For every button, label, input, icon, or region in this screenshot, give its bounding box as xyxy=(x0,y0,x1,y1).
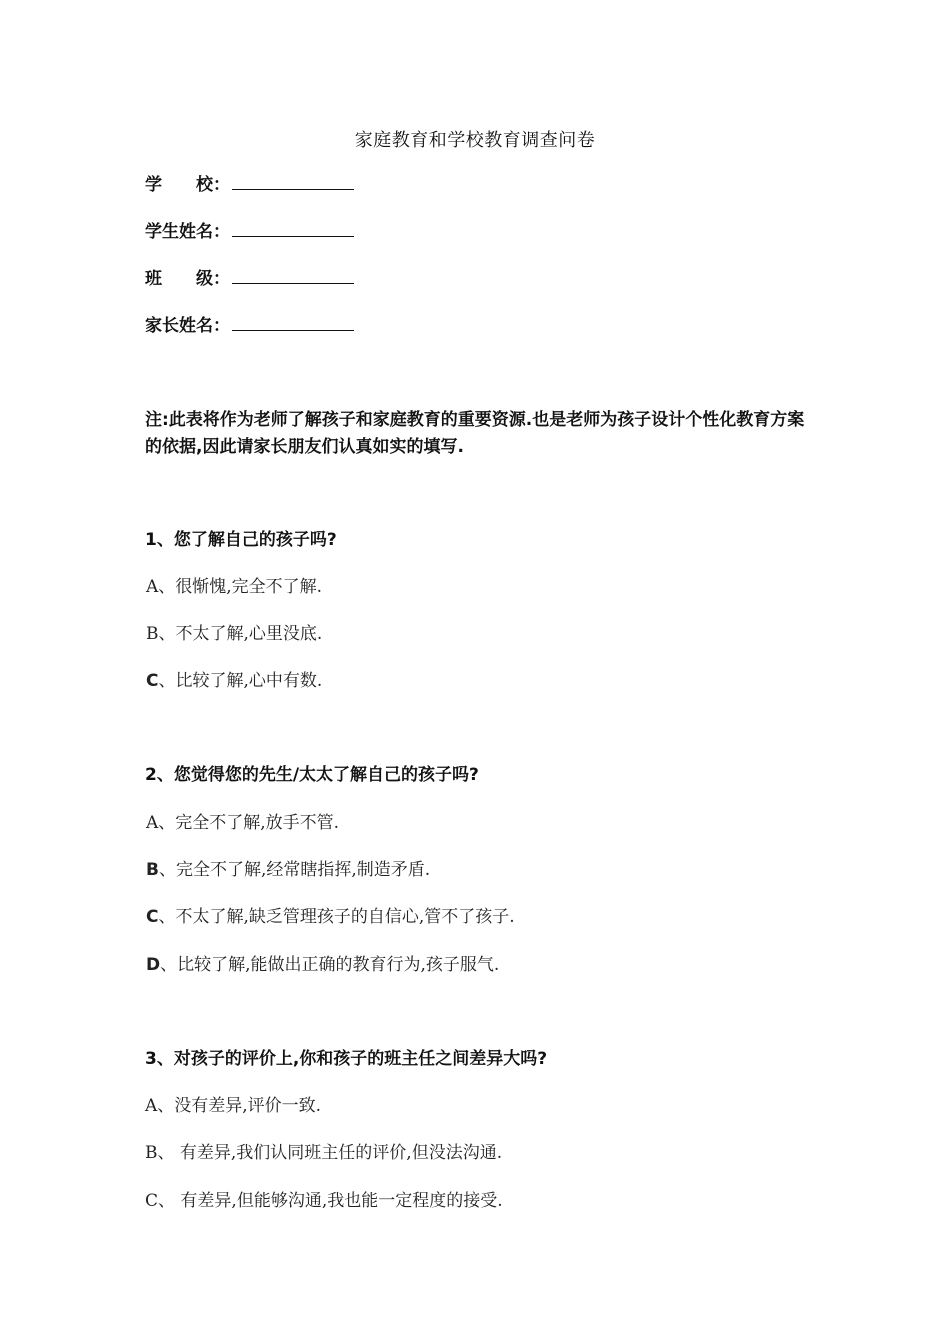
option-text: 不太了解,心里没底. xyxy=(175,624,323,644)
option-separator: 、 xyxy=(158,907,176,927)
option-letter: B xyxy=(146,860,159,880)
option-text: 比较了解,能做出正确的教育行为,孩子服气. xyxy=(177,955,500,975)
option-text: 完全不了解,经常瞎指挥,制造矛盾. xyxy=(175,860,431,880)
option-separator: 、 xyxy=(158,577,176,597)
question-2: 2、您觉得您的先生/太太了解自己的孩子吗? xyxy=(145,765,479,785)
class-field xyxy=(145,267,354,291)
parent-name-field xyxy=(145,314,354,338)
option-text: 完全不了解,放手不管. xyxy=(175,813,340,833)
question-3-option-a[interactable] xyxy=(145,1094,321,1118)
option-letter: A xyxy=(146,577,159,597)
student-name-field xyxy=(145,220,354,244)
option-letter: A xyxy=(145,1096,158,1116)
option-separator: 、 xyxy=(158,624,176,644)
field-label: 班 级： xyxy=(145,269,230,289)
option-text: 不太了解,缺乏管理孩子的自信心,管不了孩子. xyxy=(175,907,515,927)
option-text: 有差异,我们认同班主任的评价,但没法沟通. xyxy=(179,1143,503,1163)
option-letter: C xyxy=(146,671,159,691)
option-text: 很惭愧,完全不了解. xyxy=(175,577,323,597)
option-separator: 、 xyxy=(158,671,176,691)
option-separator: 、 xyxy=(158,1191,181,1211)
field-label: 家长姓名： xyxy=(145,316,230,336)
question-1-option-c[interactable] xyxy=(146,669,322,693)
question-1-option-a[interactable] xyxy=(146,575,322,599)
option-text: 比较了解,心中有数. xyxy=(175,671,323,691)
question-2-option-b[interactable] xyxy=(146,858,430,882)
question-2-option-d[interactable] xyxy=(146,953,499,977)
option-letter: B xyxy=(145,1143,158,1163)
document-title: 家庭教育和学校教育调查问卷 xyxy=(354,130,596,151)
question-3-option-c[interactable] xyxy=(145,1189,503,1213)
option-letter: D xyxy=(146,955,161,975)
option-separator: 、 xyxy=(158,813,176,833)
question-3-option-b[interactable] xyxy=(145,1141,502,1165)
school-field xyxy=(145,173,354,197)
question-3: 3、对孩子的评价上,你和孩子的班主任之间差异大吗? xyxy=(145,1049,548,1069)
option-separator: 、 xyxy=(157,1143,180,1163)
option-letter: A xyxy=(146,813,159,833)
question-1: 1、您了解自己的孩子吗? xyxy=(145,530,337,550)
parent-name-blank-line[interactable] xyxy=(232,314,354,331)
question-1-option-b[interactable] xyxy=(146,622,322,646)
option-separator: 、 xyxy=(158,860,176,880)
school-blank-line[interactable] xyxy=(232,173,354,190)
instruction-note: 注:此表将作为老师了解孩子和家庭教育的重要资源.也是老师为孩子设计个性化教育方案的依据,因此请家长朋友们认真如实的填写. xyxy=(145,410,805,457)
field-label: 学 校： xyxy=(145,175,230,195)
student-name-blank-line[interactable] xyxy=(232,220,354,237)
option-separator: 、 xyxy=(157,1096,175,1116)
question-2-option-a[interactable] xyxy=(146,811,339,835)
field-label: 学生姓名： xyxy=(145,222,230,242)
question-2-option-c[interactable] xyxy=(146,905,515,929)
option-text: 没有差异,评价一致. xyxy=(174,1096,322,1116)
option-letter: C xyxy=(145,1191,159,1211)
option-letter: B xyxy=(146,624,159,644)
option-letter: C xyxy=(146,907,159,927)
class-blank-line[interactable] xyxy=(232,267,354,284)
option-text: 有差异,但能够沟通,我也能一定程度的接受. xyxy=(180,1191,503,1211)
option-separator: 、 xyxy=(160,955,178,975)
